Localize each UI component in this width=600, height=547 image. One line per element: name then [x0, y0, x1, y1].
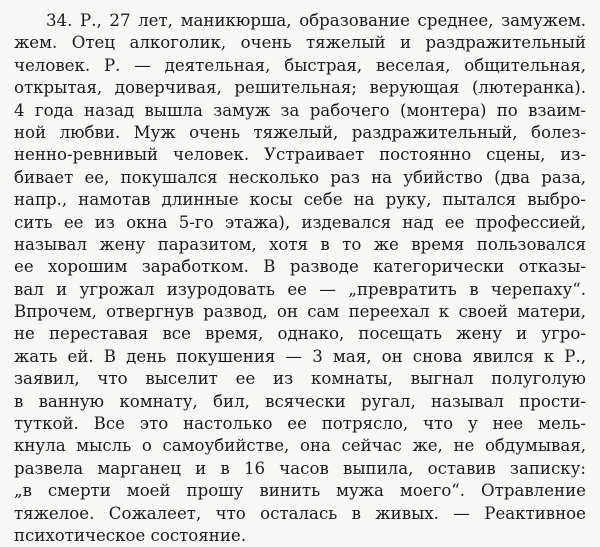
text-line: называл жену паразитом, хотя в то же время пользовался — [14, 234, 586, 254]
text-line: развела марганец и в 16 часов выпила, оставив записку: — [14, 458, 586, 478]
text-line: заявил, что выселит ее из комнаты, выгнал полуголую — [14, 369, 586, 389]
text-line: бивает ее, покушался несколько раз на убийство (два раза, — [14, 167, 586, 187]
text-line: в ванную комнату, бил, всячески ругал, называл прости- — [14, 391, 586, 411]
text-line: напр., намотав длинные косы себе на руку, пытался выбро- — [14, 190, 586, 210]
text-line: жать ей. В день покушения — 3 мая, он снова явился к Р., — [14, 346, 586, 366]
text-line: тяжелое. Сожалеет, что осталась в живых. — Реактивное — [14, 503, 586, 523]
text-line: человек. Р. — деятельная, быстрая, веселая, общительная, — [14, 55, 586, 75]
text-line: жем. Отец алкоголик, очень тяжелый и раздражительный — [14, 33, 586, 53]
text-line: Впрочем, отвергнув развод, он сам переехал к своей матери, — [14, 302, 586, 322]
text-line: 34. Р., 27 лет, маникюрша, образование среднее, замужем. — [46, 11, 586, 30]
text-line: ее хорошим заработком. В разводе категорически отказы- — [14, 257, 586, 277]
case-text — [14, 10, 586, 547]
text-line: „в смерти моей прошу винить мужа моего“. Отравление — [14, 481, 586, 501]
text-line: 4 года назад вышла замуж за рабочего (монтера) по взаим- — [14, 100, 586, 120]
text-line: психотическое состояние. — [14, 525, 246, 545]
text-line: вал и угрожал изуродовать ее — „превратить в черепаху“. — [14, 279, 586, 299]
text-line: ненно-ревнивый человек. Устраивает постоянно сцены, из- — [14, 145, 586, 165]
text-line: туткой. Все это настолько ее потрясло, что у нее мель- — [14, 414, 586, 434]
text-line: кнула мысль о самоубийстве, она сейчас же, не обдумывая, — [14, 436, 586, 456]
text-line: ной любви. Муж очень тяжелый, раздражительный, болез- — [14, 122, 586, 142]
text-line: сить ее из окна 5-го этажа), издевался над ее профессией, — [14, 212, 586, 232]
text-line: открытая, доверчивая, решительная; верующая (лютеранка). — [14, 78, 586, 98]
text-line: не переставая все время, однако, посещать жену и угро- — [14, 324, 586, 344]
